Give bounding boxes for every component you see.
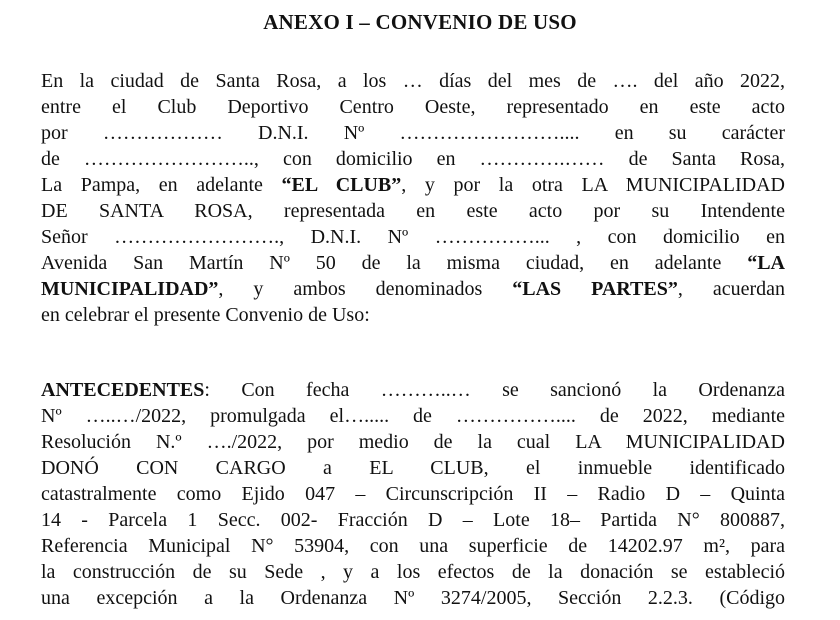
text-line: Nº …..…/2022, promulgada el…..... de …………….... de 2022, mediante <box>41 405 785 427</box>
text-line: Resolución N.º …./2022, por medio de la cual LA MUNICIPALIDAD <box>41 431 785 453</box>
text-line: de …………………….., con domicilio en ………….…… de Santa Rosa, <box>41 148 785 170</box>
text-line: DONÓ CON CARGO a EL CLUB, el inmueble identificado <box>41 457 785 479</box>
las-partes-term: LAS PARTES <box>522 278 668 300</box>
text-line: En la ciudad de Santa Rosa, a los … días del mes de …. del año 2022, <box>41 70 785 92</box>
la-term: LA <box>757 252 785 274</box>
text-line: MUNICIPALIDAD”, y ambos denominados “LAS PARTES”, acuerdan <box>41 278 785 300</box>
text-line: la construcción de su Sede , y a los efectos de la donación se estableció <box>41 561 785 583</box>
text-line: una excepción a la Ordenanza Nº 3274/2005, Sección 2.2.3. (Código <box>41 587 785 609</box>
text-segment: La Pampa, en adelante <box>41 174 282 196</box>
text-segment: Avenida San Martín Nº 50 de la misma ciudad, en adelante <box>41 252 748 274</box>
text-segment: , acuerdan <box>677 278 785 300</box>
el-club-term: EL CLUB <box>291 174 392 196</box>
text-line <box>41 377 785 403</box>
antecedentes-paragraph <box>41 377 785 611</box>
text-line: Avenida San Martín Nº 50 de la misma ciudad, en adelante “LA <box>41 252 785 274</box>
text-line: en celebrar el presente Convenio de Uso: <box>41 304 370 326</box>
municipalidad-term: MUNICIPALIDAD <box>41 278 209 300</box>
convenio-intro-paragraph <box>41 68 785 328</box>
text-line: catastralmente como Ejido 047 – Circunscripción II – Radio D – Quinta <box>41 483 785 505</box>
text-segment: , y por la otra LA MUNICIPALIDAD <box>401 174 785 196</box>
text-line: Referencia Municipal N° 53904, con una superficie de 14202.97 m², para <box>41 535 785 557</box>
text-line: DE SANTA ROSA, representada en este acto por su Intendente <box>41 200 785 222</box>
text-segment: : Con fecha ………..… se sancionó la Ordenanza <box>204 379 785 401</box>
text-segment: , y ambos denominados <box>218 278 513 300</box>
document-title: ANEXO I – CONVENIO DE USO <box>263 10 577 34</box>
text-line: 14 - Parcela 1 Secc. 002- Fracción D – Lote 18– Partida N° 800887, <box>41 509 785 531</box>
text-line: Señor ……………………., D.N.I. Nº ……………... , con domicilio en <box>41 226 785 248</box>
text-line: entre el Club Deportivo Centro Oeste, representado en este acto <box>41 96 785 118</box>
text-line: por ……………… D.N.I. Nº …………………….... en su carácter <box>41 122 785 144</box>
antecedentes-heading: ANTECEDENTES <box>41 379 205 401</box>
text-line: La Pampa, en adelante “EL CLUB”, y por la otra LA MUNICIPALIDAD <box>41 174 785 196</box>
